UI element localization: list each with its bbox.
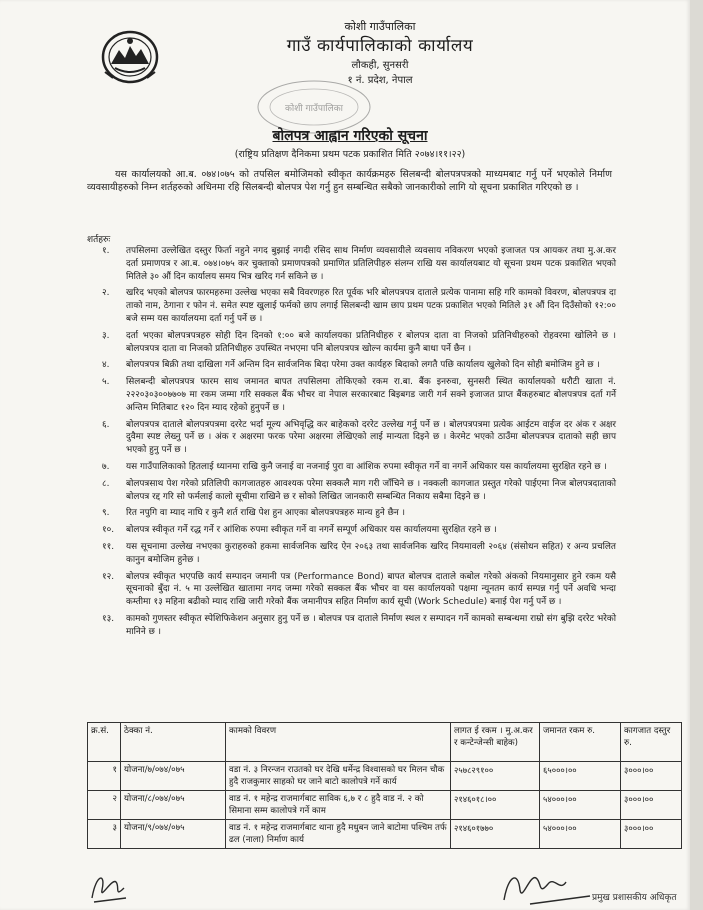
page-edge bbox=[690, 0, 703, 910]
list-item bbox=[102, 541, 616, 567]
table-row bbox=[88, 820, 682, 849]
conditions-label: शर्तहरुः bbox=[87, 235, 111, 245]
condition-text: बोलपत्रपत्र दाताले बोलपत्रपत्रमा दररेट भर्दा मूल्य अभिवृद्धि कर बाहेकको दररेट उल्लेख गर्नु पर्ने छ । बोलपत्रपत्रमा प्रत्येक आईटम वाईज दर अंक र अक्षर दुवैमा स्पष्ट लेख्नु पर्ने छ । अंक र अक्षरमा फरक परेमा अक्षरमा लेखिएको लाई मान्यता दिइने छ । केरमेट भएको ठाउँमा बोलपत्रपत्र दाताको सही छाप भएको हुनु पर्ने छ । bbox=[126, 419, 616, 456]
condition-text: बोलपत्र स्वीकृत भएपछि कार्य सम्पादन जमानी पत्र (Performance Bond) बापत बोलपत्र दाताले कबोल गरेको अंकको नियमानुसार हुने रकम यसै सूचनाको बुँदा नं. ५ मा उल्लेखित खातामा नगद जम्मा गरेको सक्कल बैंक भौचर वा यस कार्यालयको पक्षमा न्यूनतम कार्य सम्पन्न गर्नु पर्ने अवधि भन्दा कम्तीमा १३ महिना बढीको म्याद राखि जारी गरेको बैंक जमानीपत्र सहित निर्माण कार्य सूची (Work Schedule) बनाई पेश गर्नु पर्ने छ । bbox=[126, 571, 616, 608]
cell-cost: २१४६०१७७० bbox=[451, 820, 540, 849]
cell-deposit: ५४०००।०० bbox=[540, 791, 621, 820]
list-item bbox=[102, 330, 616, 356]
table-row bbox=[88, 791, 682, 820]
condition-text: दर्ता भएका बोलपत्रपत्रहरु सोही दिन दिनको १:०० बजे कार्यालयका प्रतिनिधीहरु र बोलपत्र दाता वा निजको प्रतिनिधीहरुको रोहवरमा खोलिने छ । बोलपत्रपत्र दाता वा निजको प्रतिनिधीहरु उपस्थित नभएमा पनि बोलपत्रपत्र खोल्न कार्यमा कुनै बाधा पर्ने छैन । bbox=[126, 330, 616, 354]
cell-fee: ३०००।०० bbox=[621, 791, 682, 820]
condition-text: कामको गुणस्तर स्वीकृत स्पेशिफिकेशन अनुसार हुनु पर्ने छ । बोलपत्र पत्र दाताले निर्माण स्थल र सम्पादन गर्ने कामको सम्बन्धमा राम्रो संग बुझि दररेट भरेको मानिने छ । bbox=[126, 613, 616, 637]
schedule-table bbox=[87, 722, 682, 849]
col-header-cost: लागत ई रकम । मु.अ.कर र कन्टेन्जेन्सी बाहेक) bbox=[451, 723, 540, 762]
condition-text: बोलपत्रसाथ पेश गरेको प्रतिलिपी कागजातहरु आवश्यक परेमा सक्कलै माग गरी जाँचिने छ । नक्कली कागजात प्रस्तुत गरेको पाईएमा निज बोलपत्रदाताको बोलपत्र रद्द गरि सो फर्मलाई कालो सूचीमा राखिने छ र सोको लिखित जानकारी सम्बन्धित निकाय सबैमा दिइने छ । bbox=[126, 478, 616, 502]
table-header-row bbox=[88, 723, 682, 762]
condition-number: ६. bbox=[102, 419, 110, 430]
condition-number: ४. bbox=[102, 360, 110, 371]
cell-deposit: ५४०००।०० bbox=[540, 820, 621, 849]
office-name: गाउँ कार्यपालिकाको कार्यालय bbox=[286, 36, 474, 56]
signature-left bbox=[86, 868, 132, 906]
condition-number: ३. bbox=[102, 330, 110, 341]
condition-number: २. bbox=[102, 288, 110, 299]
office-address: लौकही, सुनसरी bbox=[351, 60, 409, 71]
cell-sn: ३ bbox=[88, 820, 121, 849]
cell-description: वडा नं. ३ निरन्जन राउतको घर देखि धर्मेन्द्र विश्वासको घर मिलन चौक हुदै राजकुमार साहको घर जाने बाटो कालोपत्रे गर्ने कार्य bbox=[226, 762, 451, 791]
condition-text: तपसिलमा उल्लेखित दस्तुर फिर्ता नहुने नगद बुझाई नगदी रसिद साथ निर्माण व्यवसायीले व्यवसाय नविकरण भएको इजाजत पत्र आयकर तथा मु.अ.कर दर्ता प्रमाणपत्र र आ.ब. ०७४।०७५ कर चुक्ताको प्रमाणपत्रको प्रमाणित प्रतिलिपीहरु संलग्न राखि यस कार्यालयबाट यो सूचना प्रथम पटक प्रकाशित भएको मितिले ३० औं दिन कार्यालय समय भित्र खरिद गर्न सकिने छ । bbox=[126, 246, 616, 282]
condition-text: बोलपत्र स्वीकृत गर्ने रद्ध गर्ने र आंशिक रुपमा स्वीकृत गर्ने वा नगर्ने सम्पूर्ण अधिकार यस कार्यालयमा सुरक्षित रहने छ । bbox=[126, 525, 497, 536]
cell-contract: योजना/८/०७४/०७५ bbox=[121, 791, 226, 820]
cell-sn: १ bbox=[88, 762, 121, 791]
cell-deposit: ६५०००।०० bbox=[540, 762, 621, 791]
cell-cost: २१४६०१८।०० bbox=[451, 791, 540, 820]
cell-contract: योजना/७/०७४/०७५ bbox=[121, 762, 226, 791]
condition-text: यस गाउँपालिकाको हितलाई ध्यानमा राखि कुनै जनाई वा नजनाई पुरा वा आंशिक रुपमा स्वीकृत गर्ने वा नगर्ने अधिकार यस कार्यालयमा सुरक्षित रहने छ । bbox=[126, 461, 607, 472]
condition-text: सिलबन्दी बोलपत्रपत्र फारम साथ जमानत बापत तपसिलमा तोकिएको रकम रा.बा. बैंक इनरुवा, सुनसरी स्थित कार्यालयको धरौटी खाता नं. २२२०३०३००७७०७ मा रकम जम्मा गरि सक्कल बैंक भौचर वा नेपाल सरकारबाट बिइबगड जारी गर्न सक्ने इजाजत प्राप्त बैंकहरुबाट बोलपत्रपत्र दर्ता गर्ने अन्तिम मितिबाट १२० दिन म्याद रहेको हुनुपर्ने छ । bbox=[126, 377, 616, 413]
condition-number: १. bbox=[102, 246, 110, 256]
cell-description: वाड नं. १ महेन्द्र राजमार्गबाट थाना हुदै मधुबन जाने बाटोमा पश्चिम तर्फ ढल (नाला) निर्माण कार्य bbox=[226, 820, 451, 849]
list-item bbox=[102, 524, 616, 537]
cell-description: वाड नं. १ महेन्द्र राजमार्गबाट साविक ६,७ र ८ हुदै वाड नं. २ को सिमाना सम्म कालोपत्रे गर्ने काम bbox=[226, 791, 451, 820]
col-header-description: कामको विवरण bbox=[226, 723, 451, 762]
list-item bbox=[102, 359, 616, 372]
col-header-sn: क्र.सं. bbox=[88, 723, 121, 762]
municipality-name: कोशी गाउँपालिका bbox=[344, 20, 416, 33]
condition-number: १३. bbox=[102, 613, 115, 624]
table-row bbox=[88, 762, 682, 791]
list-item bbox=[102, 478, 616, 504]
cell-fee: ३०००।०० bbox=[621, 820, 682, 849]
list-item bbox=[102, 507, 616, 520]
list-item bbox=[102, 376, 616, 414]
cell-contract: योजना/९/०७४/०७५ bbox=[121, 820, 226, 849]
condition-number: ८. bbox=[102, 478, 110, 489]
condition-text: रित नपुगि वा म्याद नाघि र कुनै शर्त राखि पेश हुन आएका बोलपत्रपत्रहरु मान्य हुने छैन । bbox=[126, 508, 405, 519]
stamp-text: कोशी गाउँपालिका bbox=[284, 104, 344, 114]
condition-number: १२. bbox=[102, 571, 115, 582]
cell-fee: ३०००।०० bbox=[621, 762, 682, 791]
intro-paragraph: यस कार्यालयको आ.ब. ०७४।०७५ को तपसिल बमोजिमको स्वीकृत कार्यक्रमहरु सिलबन्दी बोलपत्रपत्रको माध्यमबाट गर्नु पर्ने भएकोले निर्माण व्यवसायीहरुको निम्न शर्तहरुको अधिनमा रहि सिलबन्दी बोलपत्र पेश गर्नु हुन सम्बन्धित सबैको जानकारीको लागि यो सूचना प्रकाशित गरिएको छ । bbox=[87, 169, 612, 194]
condition-number: ११. bbox=[102, 541, 115, 552]
col-header-deposit: जमानत रकम रु. bbox=[540, 723, 621, 762]
condition-number: ७. bbox=[102, 461, 110, 472]
cell-cost: २५७८२९१०० bbox=[451, 762, 540, 791]
condition-text: यस सूचनामा उल्लेख नभएका कुराहरुको हकमा सार्वजनिक खरिद ऐन २०६३ तथा सार्वजनिक खरिद नियमावली २०६४ (संसोधन सहित) र अन्य प्रचलित कानुन बमोजिम हुनेछ । bbox=[126, 541, 616, 565]
condition-number: ९. bbox=[102, 508, 110, 519]
list-item bbox=[102, 245, 616, 283]
col-header-fee: कागजात दस्तुर रु. bbox=[621, 723, 682, 762]
col-header-contract: ठेक्का नं. bbox=[121, 723, 226, 762]
condition-number: ५. bbox=[102, 377, 110, 388]
list-item bbox=[102, 419, 616, 457]
province-name: १ नं. प्रदेश, नेपाल bbox=[347, 75, 413, 86]
condition-number: १०. bbox=[102, 525, 115, 536]
condition-text: बोलपत्रपत्र बिक्री तथा दाखिला गर्ने अन्तिम दिन सार्वजनिक बिदा परेमा उक्त कार्यहरु बिदाको लगतै पछि कार्यालय खुलेको दिन सोही बमोजिम हुने छ । bbox=[126, 360, 600, 371]
signatory-title: प्रमुख प्रशासकीय अधिकृत bbox=[592, 893, 677, 903]
notice-subtitle: (राष्ट्रिय प्रतिक्षण दैनिकमा प्रथम पटक प्रकाशित मिति २०७४।११।२२) bbox=[234, 149, 466, 160]
list-item bbox=[102, 287, 616, 325]
conditions-list bbox=[102, 245, 616, 643]
list-item bbox=[102, 571, 616, 609]
cell-sn: २ bbox=[88, 791, 121, 820]
list-item bbox=[102, 461, 616, 474]
notice-title: बोलपत्र आह्वान गरिएको सूचना bbox=[272, 128, 428, 144]
nepal-emblem-icon bbox=[99, 28, 161, 86]
list-item bbox=[102, 613, 616, 639]
condition-text: खरिद भएको बोलपत्र फारमहरुमा उल्लेख भएका सबै विवरणहरु रित पूर्वक भरि बोलपत्रपत्र दाताले प्रत्येक पानामा सहि गरि कामको विवरण, बोलपत्रपत्र दा ताको नाम, ठेगाना र फोन नं. समेत स्पष्ट खुलाई फर्मको छाप लगाई सिलबन्दी खाम छाप प्रथम पटक प्रकाशित भएको मितिले ३१ औं दिन दिउँसोको १२:०० बजे सम्म यस कार्यालयमा दर्ता गर्नु पर्ने छ । bbox=[126, 288, 616, 324]
